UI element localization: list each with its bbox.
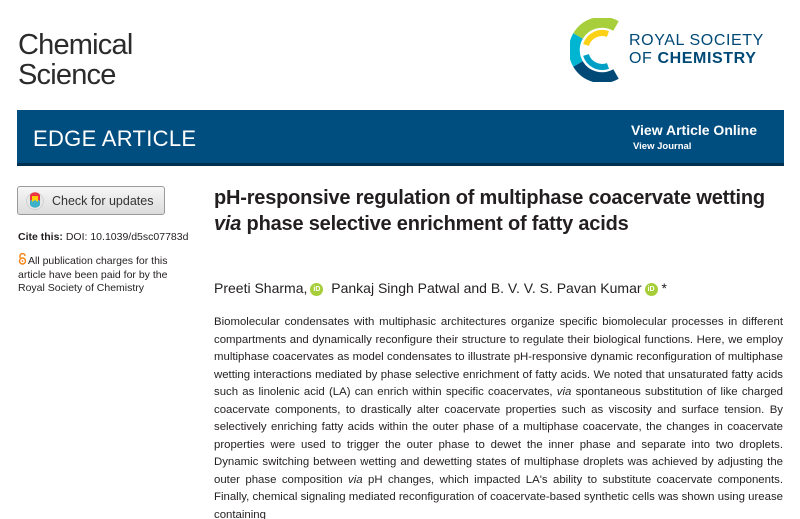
- crossmark-icon: [26, 192, 44, 210]
- author-1[interactable]: Preeti Sharma,: [214, 280, 308, 296]
- check-for-updates-button[interactable]: [17, 186, 165, 215]
- corresponding-author-mark: *: [661, 280, 667, 296]
- abstract: [214, 314, 783, 519]
- rsc-line2: [629, 50, 764, 68]
- open-access-icon: [18, 253, 27, 265]
- abstract-segment: spontaneous substitution of like charged coacervate components, to drastically alter coacervate properties such as viscosity and surface tension. By selectively enriching fatty acids within the outer phase of a multiphase coacervate, the changes in coacervate properties were used to trigger the outer phase to dewet the inner phase and separate into two droplets. Dynamic switching between wetting and dewetting states of multiphase droplets was achieved by adjusting the outer phase composition: [214, 386, 783, 486]
- open-access-text: All publication charges for this article have been paid for by the Royal Society of Chemistry: [18, 255, 168, 294]
- journal-title: [18, 30, 132, 90]
- abstract-segment: Biomolecular condensates with multiphasic architectures organize specific biomolecular processes in different compartments and dynamically reconfigure their structure to regulate their biological functions. Here, we employ multiphase coacervates as model condensates to illustrate pH-responsive dynamic reconfiguration of multiphase wetting interactions mediated by phase selective enrichment of fatty acids. We noted that unsaturated fatty acids such as linolenic acid (LA) can enrich within specific coacervates,: [214, 316, 783, 398]
- rsc-line2-prefix: OF: [629, 50, 658, 67]
- article-banner: [17, 110, 784, 166]
- journal-title-line2: Science: [18, 59, 116, 91]
- open-access-note: [18, 253, 178, 296]
- title-part1: pH-responsive regulation of multiphase coacervate wetting: [214, 187, 765, 209]
- cite-this: [18, 231, 188, 243]
- journal-title-line1: Chemical: [18, 29, 133, 61]
- abstract-segment-italic: via: [348, 473, 363, 486]
- abstract-segment-italic: via: [556, 386, 572, 398]
- view-journal-link[interactable]: View Journal: [633, 141, 692, 152]
- cite-label: Cite this:: [18, 231, 63, 243]
- article-title: [214, 185, 794, 237]
- author-list: [214, 280, 667, 296]
- rsc-wordmark: [629, 32, 764, 68]
- rsc-line2-bold: CHEMISTRY: [657, 50, 757, 67]
- author-2-3[interactable]: Pankaj Singh Patwal and B. V. V. S. Pavan Kumar: [331, 280, 642, 296]
- orcid-icon[interactable]: iD: [645, 283, 658, 296]
- cite-doi[interactable]: DOI: 10.1039/d5sc07783d: [65, 231, 189, 243]
- article-type: EDGE ARTICLE: [33, 126, 197, 151]
- abstract-segment: pH changes, which impacted LA's ability to substitute coacervate components. Finally, chemical signaling mediated reconfiguration of coacervate-based synthetic cells was shown using urease containing: [214, 473, 783, 519]
- orcid-icon[interactable]: iD: [310, 283, 323, 296]
- title-part2: phase selective enrichment of fatty acids: [241, 213, 629, 235]
- check-for-updates-label: Check for updates: [52, 193, 154, 208]
- title-via: via: [214, 213, 242, 235]
- view-article-online-link[interactable]: View Article Online: [630, 122, 757, 138]
- rsc-line1: ROYAL SOCIETY: [629, 32, 764, 49]
